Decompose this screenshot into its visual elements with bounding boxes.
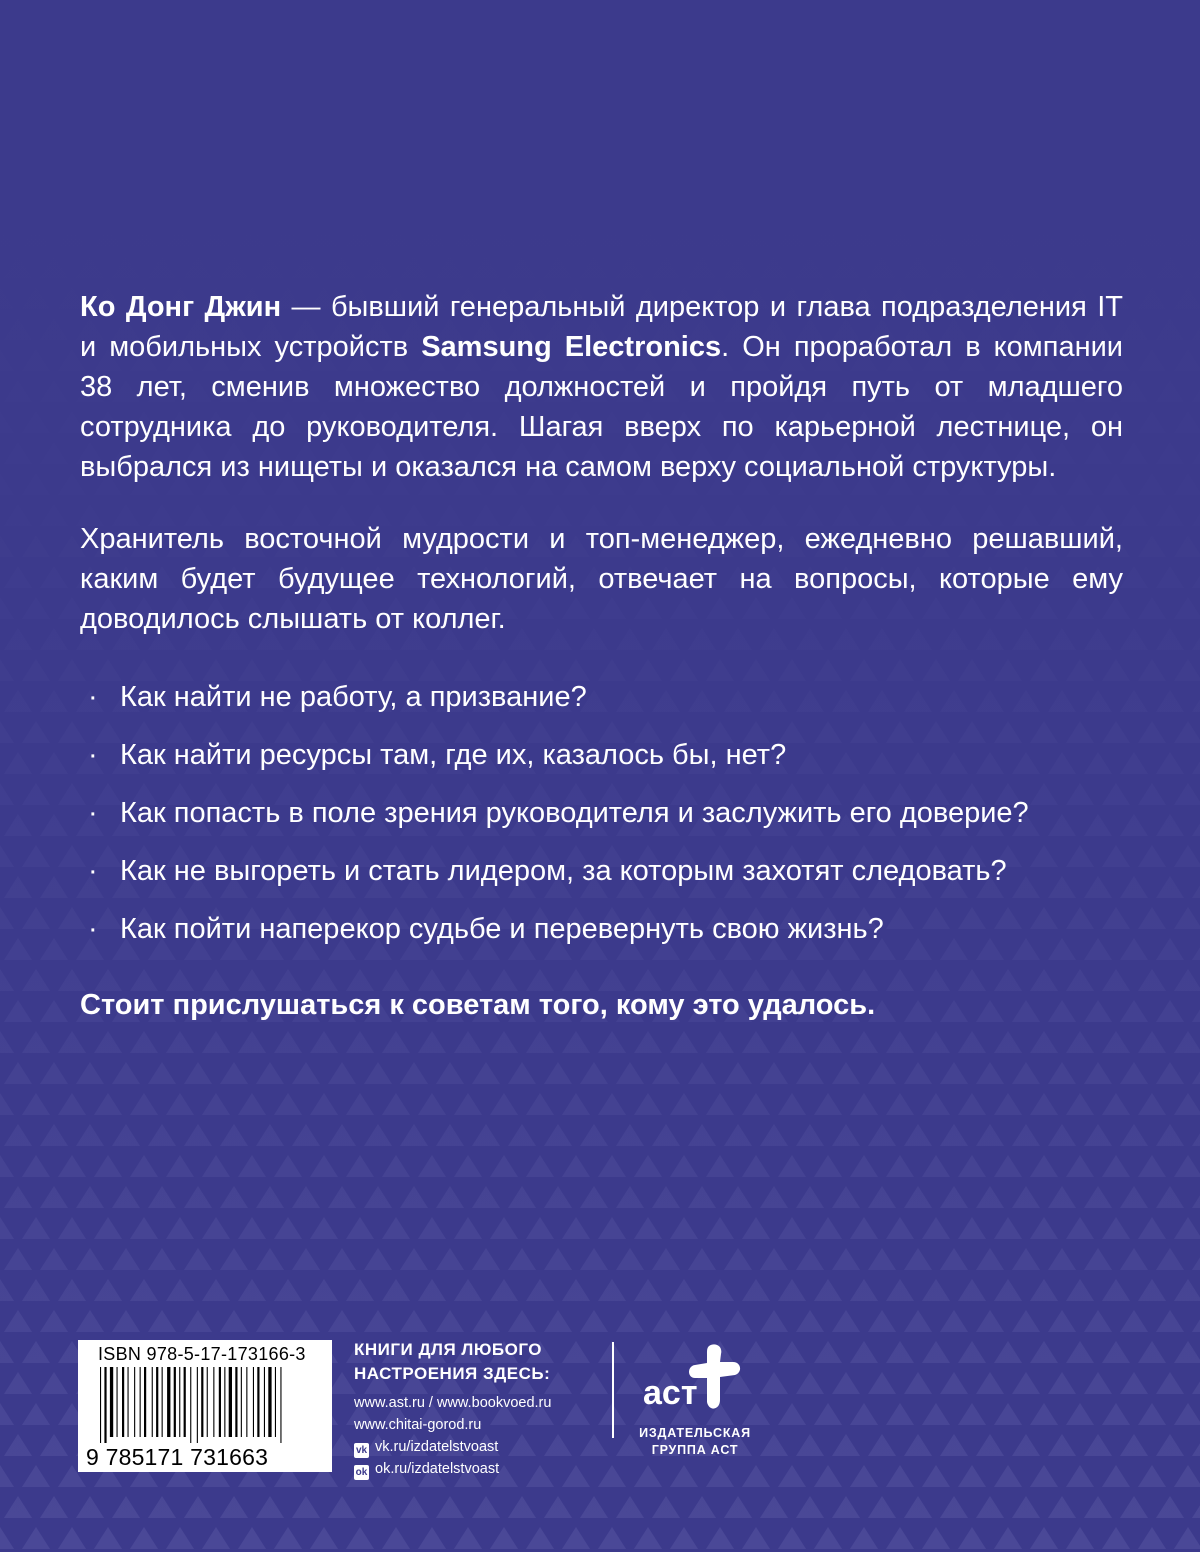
publisher-caption-line1: ИЗДАТЕЛЬСКАЯ [639, 1426, 751, 1440]
bullet-icon: · [88, 913, 98, 945]
publisher-caption-line2: ГРУППА АСТ [651, 1443, 739, 1457]
barcode-icon [100, 1367, 312, 1443]
ok-link-row [354, 1458, 604, 1480]
promo-heading-line1: КНИГИ ДЛЯ ЛЮБОГО [354, 1340, 542, 1359]
isbn-barcode [78, 1340, 332, 1472]
back-cover-text [80, 287, 1123, 1054]
company-name: Samsung Electronics [421, 331, 722, 363]
bullet-icon: · [88, 797, 98, 829]
list-item: · Как попасть в поле зрения руководителя и заслужить его доверие? [80, 793, 1123, 851]
isbn-number: ISBN 978-5-17-173166-3 [98, 1344, 306, 1364]
ast-logo-icon [633, 1340, 757, 1416]
list-item: · Как найти ресурсы там, где их, казалось бы, нет? [80, 735, 1123, 793]
site-links-line2: www.chitai-gorod.ru [354, 1417, 482, 1433]
list-item: · Как пойти наперекор судьбе и перевернуть свою жизнь? [80, 909, 1123, 967]
barcode-digits: 9 785171 731663 [86, 1444, 269, 1470]
vk-link: vk.ru/izdatelstvoast [375, 1439, 499, 1455]
bullet-icon: · [88, 681, 98, 713]
publisher-logo [633, 1340, 757, 1459]
bio-rest: . Он проработал в компании 38 лет, сменив множество должностей и пройдя путь от младшего сотрудника до руководителя. Шагая вверх по карьерной лестнице, он выбрался из нищеты и оказался на самом верху социальной структуры. [80, 331, 1123, 483]
promo-heading-line2: НАСТРОЕНИЯ ЗДЕСЬ: [354, 1364, 551, 1383]
author-bio [80, 287, 1123, 487]
vk-link-row [354, 1436, 604, 1458]
ok-link: ok.ru/izdatelstvoast [375, 1461, 500, 1477]
list-item: · Как найти не работу, а призвание? [80, 677, 1123, 735]
divider [612, 1342, 614, 1438]
book-description: Хранитель восточной мудрости и топ-менеджер, ежедневно решавший, каким будет будущее технологий, отвечает на вопросы, которые ему доводилось слышать от коллег. [80, 523, 1123, 635]
bio-intro: — бывший генеральный директор и глава подразделения IT и мобильных устройств [80, 291, 1123, 363]
ast-logo-text: аст [643, 1374, 698, 1412]
author-name: Ко Донг Джин [80, 291, 282, 323]
closing-statement: Стоит прислушаться к советам того, кому это удалось. [80, 989, 876, 1021]
odnoklassniki-icon: ok [355, 1467, 368, 1478]
site-links-line1: www.ast.ru / www.bookvoed.ru [354, 1395, 552, 1411]
bullet-icon: · [88, 739, 98, 771]
bullet-icon: · [88, 855, 98, 887]
vk-icon: vk [355, 1445, 368, 1456]
question-list [80, 677, 1123, 967]
list-item: · Как не выгореть и стать лидером, за которым захотят следовать? [80, 851, 1123, 909]
promo-block [354, 1338, 604, 1480]
